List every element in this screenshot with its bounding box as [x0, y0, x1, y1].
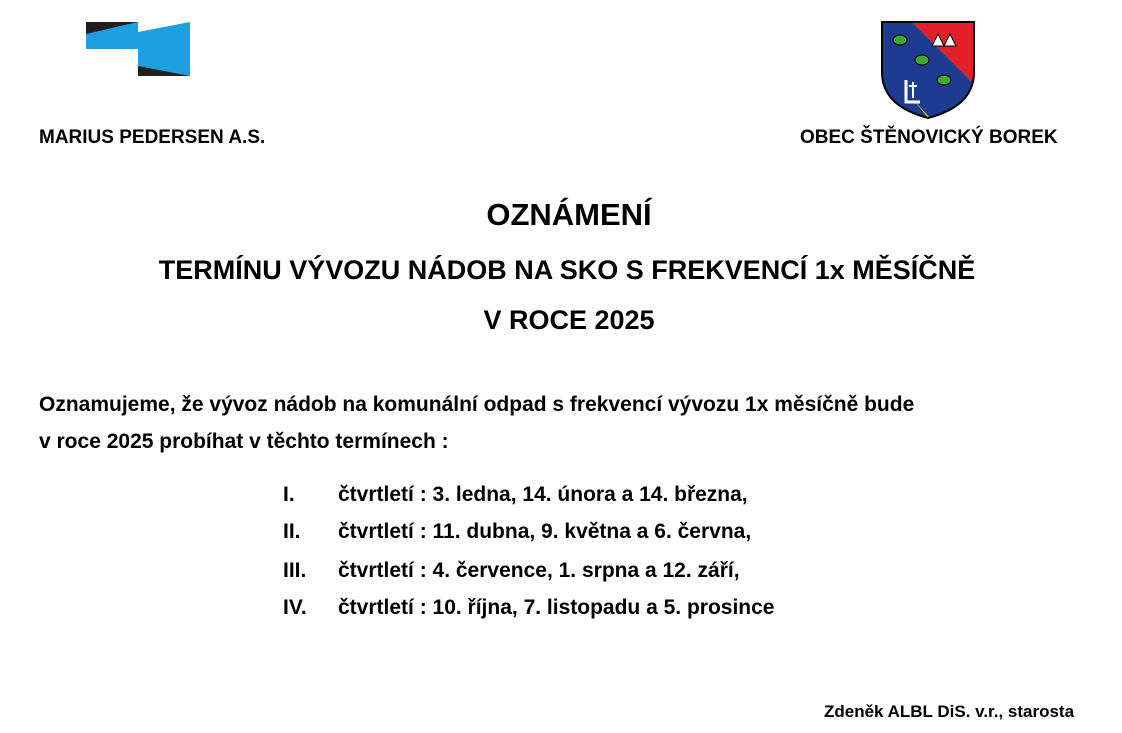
municipal-coat-of-arms-icon — [880, 20, 976, 120]
schedule-row-label: čtvrtletí : 10. října, 7. listopadu a 5. prosince — [338, 596, 775, 619]
schedule-row-number: III. — [283, 559, 307, 582]
schedule-row-label: čtvrtletí : 11. dubna, 9. května a 6. června, — [338, 520, 752, 543]
schedule-row-number: IV. — [283, 596, 307, 619]
municipality-name: OBEC ŠTĚNOVICKÝ BOREK — [800, 127, 1058, 148]
schedule-row-number: II. — [283, 520, 301, 543]
marius-pedersen-logo-icon — [86, 22, 190, 76]
schedule-row-number: I. — [283, 483, 295, 506]
signature: Zdeněk ALBL DiS. v.r., starosta — [824, 702, 1075, 721]
schedule-row-label: čtvrtletí : 4. července, 1. srpna a 12. září, — [338, 559, 740, 582]
intro-paragraph-line-1: Oznamujeme, že vývoz nádob na komunální odpad s frekvencí vývozu 1x měsíčně bude — [39, 393, 915, 416]
company-name: MARIUS PEDERSEN A.S. — [39, 127, 266, 148]
intro-paragraph-line-2: v roce 2025 probíhat v těchto termínech : — [39, 430, 449, 453]
page-title: OZNÁMENÍ — [486, 197, 652, 232]
schedule-row-label: čtvrtletí : 3. ledna, 14. února a 14. března, — [338, 483, 748, 506]
page-year: V ROCE 2025 — [483, 305, 655, 335]
page-subtitle: TERMÍNU VÝVOZU NÁDOB NA SKO S FREKVENCÍ 1x MĚSÍČNĚ — [158, 255, 976, 285]
